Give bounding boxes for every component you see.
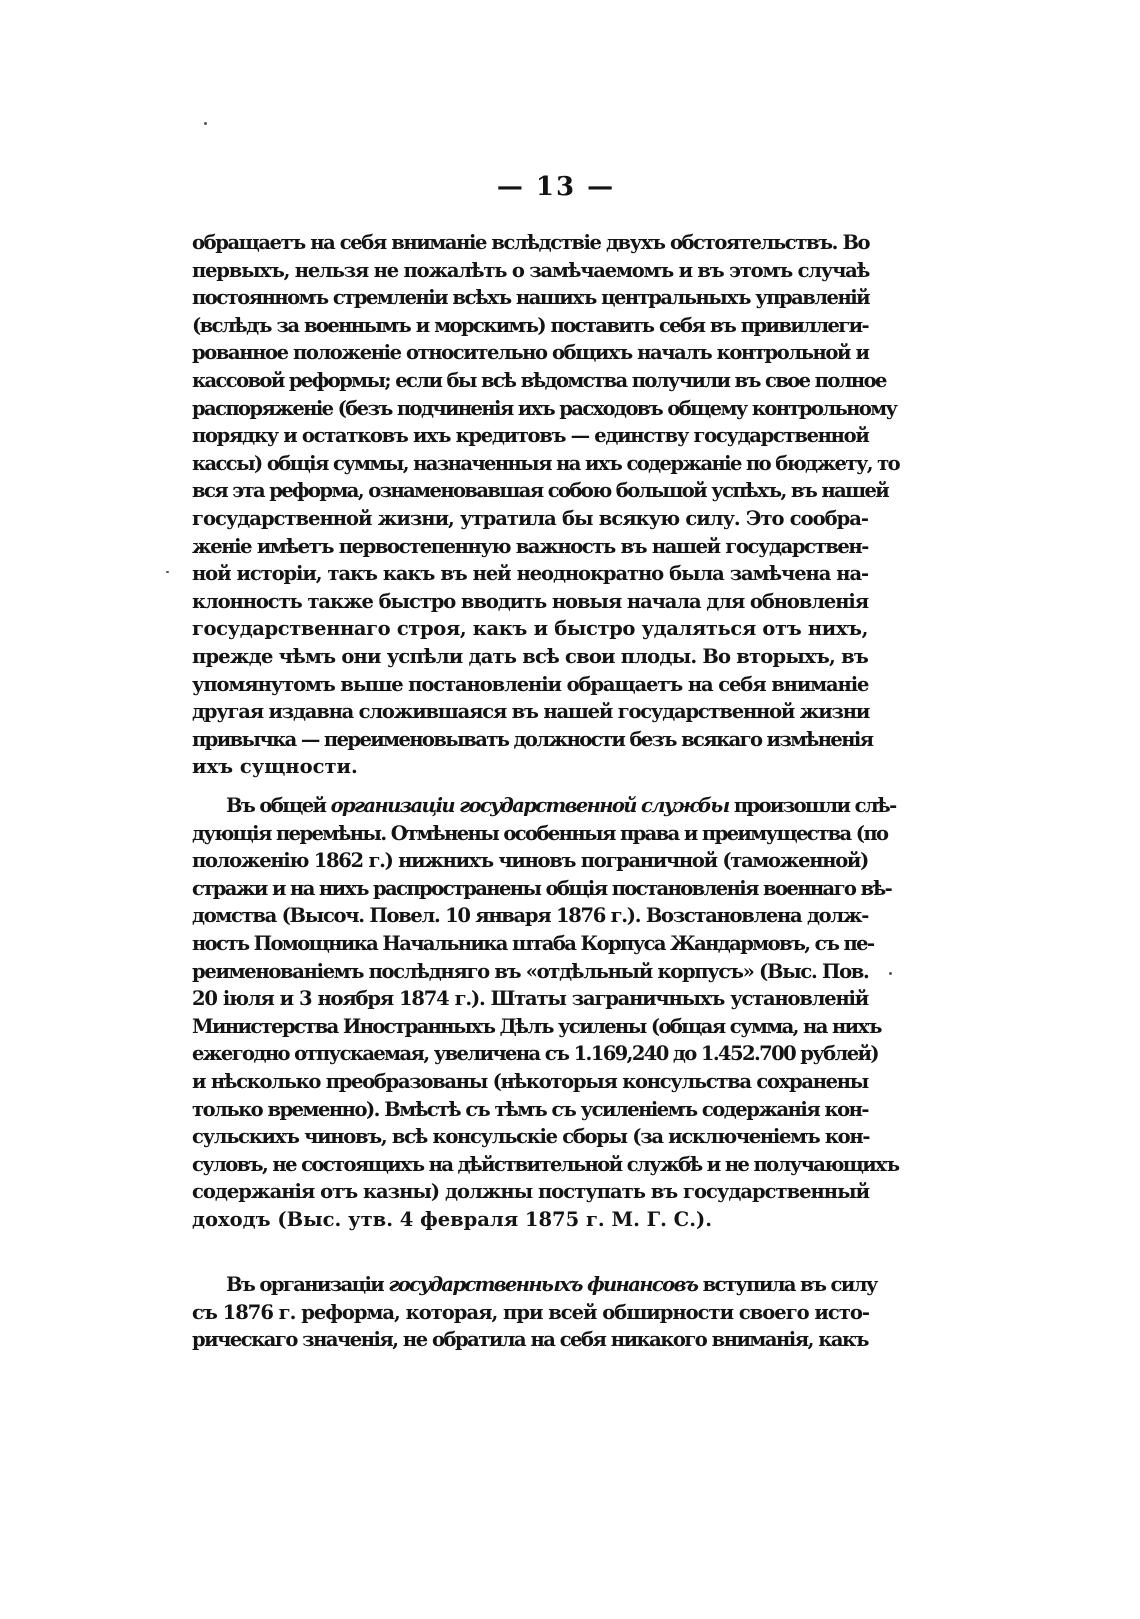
text-line: порядку и остатковъ ихъ кредитовъ — единству государственной (192, 424, 869, 448)
text-line: положенію 1862 г.) нижнихъ чиновъ пограничной (таможенной) (192, 849, 868, 873)
italic-term: государственныхъ финансовъ (388, 1273, 698, 1296)
text-run: произошли слѣ- (728, 794, 896, 817)
text-line: 20 іюля и 3 ноября 1874 г.). Штаты заграничныхъ установленій (192, 987, 868, 1011)
text-line: государственнаго строя, какъ и быстро удаляться отъ нихъ, (192, 617, 868, 641)
text-line: ихъ сущности. (192, 755, 358, 779)
text-line: Министерства Иностранныхъ Дѣлъ усилены (общая сумма, на нихъ (192, 1014, 881, 1038)
text-line: доходъ (Выс. утв. 4 февраля 1875 г. М. Г. С.). (192, 1207, 713, 1231)
text-line: реименованіемъ послѣдняго въ «отдѣльный корпусъ» (Выс. Пов. (192, 959, 869, 983)
text-line: постоянномъ стремленіи всѣхъ нашихъ центральныхъ управленій (192, 286, 870, 310)
text-line: клонность также быстро вводить новыя начала для обновленія (192, 589, 868, 613)
text-line (192, 792, 896, 820)
text-line: суловъ, не состоящихъ на дѣйствительной службѣ и не получающихъ (192, 1152, 899, 1176)
text-run: Въ организаціи (226, 1273, 389, 1296)
text-line: съ 1876 г. реформа, которая, при всей обширности своего исто- (192, 1300, 869, 1324)
text-run: Въ общей (226, 794, 331, 817)
text-run: вступила въ силу (697, 1273, 877, 1296)
text-line: упомянутомъ выше постановленіи обращаетъ на себя вниманіе (192, 672, 869, 696)
text-line: вся эта реформа, ознаменовавшая собою большой успѣхъ, въ нашей (192, 479, 889, 503)
italic-term: организаціи государственной службы (330, 794, 729, 817)
text-line: кассы) общія суммы, назначенныя на ихъ содержаніе по бюджету, то (192, 451, 899, 475)
text-line: ежегодно отпускаемая, увеличена съ 1.169,240 до 1.452.700 рублей) (192, 1042, 879, 1066)
scan-speck (889, 972, 892, 975)
text-line: сульскихъ чиновъ, всѣ консульскіе сборы (за исключеніемъ кон- (192, 1125, 870, 1149)
text-line: стражи и на нихъ распространены общія постановленія военнаго вѣ- (192, 876, 892, 900)
scan-speck (204, 122, 207, 125)
text-line: рованное положеніе относительно общихъ началъ контрольной и (192, 341, 869, 365)
text-line: рическаго значенія, не обратила на себя никакого вниманія, какъ (192, 1328, 868, 1352)
text-line: домства (Высоч. Повел. 10 января 1876 г.). Возстановлена долж- (192, 904, 868, 928)
text-line: привычка — переименовывать должности безъ всякаго измѣненія (192, 727, 873, 751)
text-line: содержанія отъ казны) должны поступать въ государственный (192, 1180, 870, 1204)
text-line: другая издавна сложившаяся въ нашей государственной жизни (192, 700, 870, 724)
text-line (192, 1271, 877, 1299)
paragraph-2 (192, 792, 899, 1234)
paragraph-3 (192, 1271, 877, 1354)
text-line: и нѣсколько преобразованы (нѣкоторыя консульства сохранены (192, 1069, 868, 1093)
page-number: — 13 — (496, 172, 616, 202)
text-line: ной исторіи, такъ какъ въ ней неоднократно была замѣчена на- (192, 562, 868, 586)
text-line: только временно). Вмѣстѣ съ тѣмъ съ усиленіемъ содержанія кон- (192, 1097, 868, 1121)
text-line: первыхъ, нельзя не пожалѣть о замѣчаемомъ и въ этомъ случаѣ (192, 258, 870, 282)
text-line: (вслѣдъ за военнымъ и морскимъ) поставить себя въ привиллеги- (192, 313, 868, 337)
text-line: дующія перемѣны. Отмѣнены особенныя права и преимущества (по (192, 821, 888, 845)
text-line: прежде чѣмъ они успѣли дать всѣ свои плоды. Во вторыхъ, въ (192, 644, 868, 668)
text-line: кассовой реформы; если бы всѣ вѣдомства получили въ свое полное (192, 368, 886, 392)
text-line: обращаетъ на себя вниманіе вслѣдствіе двухъ обстоятельствъ. Во (192, 231, 870, 254)
text-line: распоряженіе (безъ подчиненія ихъ расходовъ общему контрольному (192, 396, 897, 420)
paragraph-1 (192, 229, 899, 781)
text-line: государственной жизни, утратила бы всякую силу. Это сообра- (192, 506, 868, 530)
scan-speck (166, 571, 169, 573)
text-line: женіе имѣетъ первостепенную важность въ нашей государствен- (192, 534, 868, 558)
text-line: ность Помощника Начальника штаба Корпуса Жандармовъ, съ пе- (192, 931, 874, 955)
